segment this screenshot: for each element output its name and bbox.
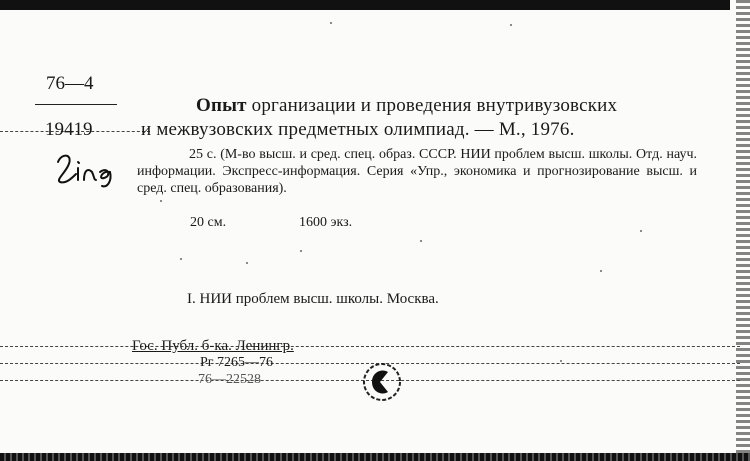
description-text: 25 с. (М-во высш. и сред. спец. образ. СССР. НИИ проблем высш. школы. Отд. науч. информации. Экспресс-информация. Серия «Упр., экономика и прогнозирование высш. и сред. спец. образования). bbox=[137, 147, 697, 196]
handwritten-note bbox=[52, 150, 122, 195]
library-stamp bbox=[360, 360, 404, 409]
call-number: 76—4 bbox=[46, 73, 94, 94]
bottom-edge-bar bbox=[0, 453, 750, 461]
subject-heading: I. НИИ проблем высш. школы. Москва. bbox=[187, 291, 439, 307]
title-first-word: Опыт bbox=[196, 95, 247, 116]
shelf-code-2: 76—22528 bbox=[198, 372, 261, 387]
right-edge-texture bbox=[736, 0, 750, 461]
title-rest: организации и проведения внутривузовских bbox=[246, 95, 618, 116]
copies-count: 1600 экз. bbox=[299, 215, 353, 230]
stamp-icon bbox=[360, 360, 404, 404]
library-name: Гос. Публ. б-ка. Ленингр. bbox=[132, 338, 294, 354]
accession-number: 19419 bbox=[45, 119, 93, 140]
handwriting-icon bbox=[52, 150, 122, 190]
title-line-1 bbox=[196, 95, 617, 117]
shelf-code-1: Рг 7265—76 bbox=[200, 355, 274, 370]
dashed-rule-1 bbox=[0, 346, 740, 347]
top-edge-bar bbox=[0, 0, 730, 10]
format-size: 20 см. bbox=[190, 215, 227, 230]
title-line-2: и межвузовских предметных олимпиад. — М., 1976. bbox=[141, 119, 575, 140]
call-number-rule bbox=[35, 104, 117, 105]
